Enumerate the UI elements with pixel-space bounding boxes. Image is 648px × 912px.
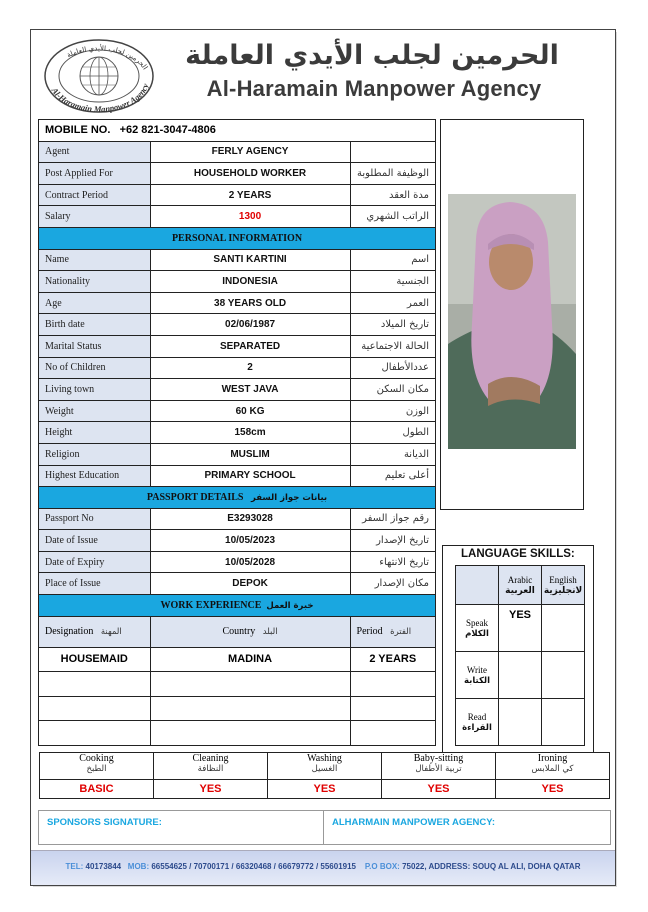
field-label-arabic: تاريخ الإصدار (350, 530, 435, 552)
agency-logo (43, 38, 155, 114)
section-passport (39, 487, 436, 509)
work-row (39, 721, 436, 746)
skill-label: Cleaning النظافة (154, 753, 268, 780)
language-skills (442, 545, 594, 767)
header-country: Country البلد (150, 616, 350, 647)
work-row (39, 696, 436, 721)
language-table (455, 565, 585, 746)
field-value: HOUSEHOLD WORKER (150, 163, 350, 185)
field-value: MUSLIM (150, 443, 350, 465)
skill-value: YES (268, 780, 382, 799)
field-value: 158cm (150, 422, 350, 444)
field-label-arabic: الطول (350, 422, 435, 444)
work-cell (350, 672, 435, 697)
header-designation: Designation المهنة (39, 616, 151, 647)
personal-row (39, 443, 436, 465)
field-label-arabic: رقم جواز السفر (350, 508, 435, 530)
field-value: DEPOK (150, 573, 350, 595)
sponsor-signature: SPONSORS SIGNATURE: (39, 811, 324, 844)
field-label: Place of Issue (39, 573, 151, 595)
mobile-value: +62 821-3047-4806 (119, 124, 216, 137)
field-label: Salary (39, 206, 151, 228)
cv-sheet (30, 29, 616, 886)
work-cell (39, 696, 151, 721)
work-cell: MADINA (150, 647, 350, 672)
signature-area (38, 810, 611, 845)
agency-name-arabic: الحرمين لجلب الأيدي العاملة (185, 40, 559, 71)
work-cell (150, 721, 350, 746)
field-label-arabic: الديانة (350, 443, 435, 465)
personal-row (39, 335, 436, 357)
field-value: E3293028 (150, 508, 350, 530)
language-skill-label: Speak الكلام (456, 605, 499, 652)
rows1-row (39, 141, 436, 163)
contact-line: TEL: 40173844 MOB: 66554625 / 70700171 / 66320468 / 66679772 / 55601915 P.O BOX: 75022, ADDRESS: SOUQ AL ALI, DOHA QATAR (65, 862, 581, 871)
field-label: Date of Expiry (39, 551, 151, 573)
field-label-arabic: الوظيفة المطلوبة (350, 163, 435, 185)
field-label: Living town (39, 379, 151, 401)
field-label: Birth date (39, 314, 151, 336)
personal-row (39, 292, 436, 314)
field-label-arabic: عددالأطفال (350, 357, 435, 379)
work-cell (150, 696, 350, 721)
language-english-value (542, 605, 585, 652)
field-label: Name (39, 249, 151, 271)
work-cell (350, 721, 435, 746)
applicant-photo (448, 194, 576, 449)
personal-row (39, 465, 436, 487)
field-value: 02/06/1987 (150, 314, 350, 336)
language-row (456, 699, 585, 746)
language-english-value (542, 652, 585, 699)
skill-label: Cooking الطبخ (40, 753, 154, 780)
field-label-arabic: أعلى تعليم (350, 465, 435, 487)
mobile-row (39, 120, 436, 142)
field-label: Nationality (39, 271, 151, 293)
skill-value: YES (382, 780, 496, 799)
section-title: PASSPORT DETAILS (146, 491, 244, 503)
field-label: Date of Issue (39, 530, 151, 552)
section-title-arabic: بيانات جواز السفر (251, 492, 328, 503)
personal-row (39, 379, 436, 401)
personal-row (39, 400, 436, 422)
work-cell (150, 672, 350, 697)
personal-row (39, 314, 436, 336)
field-value: SEPARATED (150, 335, 350, 357)
footer (31, 850, 615, 885)
rows1-row (39, 206, 436, 228)
work-row (39, 672, 436, 697)
field-value: WEST JAVA (150, 379, 350, 401)
work-cell (39, 672, 151, 697)
field-label: Height (39, 422, 151, 444)
passport-row (39, 551, 436, 573)
language-col-english: English لانجليزية (542, 566, 585, 605)
field-label: Highest Education (39, 465, 151, 487)
language-english-value (542, 699, 585, 746)
agency-name-english: Al-Haramain Manpower Agency (206, 76, 542, 101)
skills-table (39, 752, 610, 799)
svg-text:الحرمين لجلب الأيدي العاملة: الحرمين لجلب الأيدي العاملة (65, 44, 150, 72)
skill-value: YES (496, 780, 610, 799)
work-cell: HOUSEMAID (39, 647, 151, 672)
field-value: 2 (150, 357, 350, 379)
work-header-row (39, 616, 436, 647)
field-label-arabic: تاريخ الميلاد (350, 314, 435, 336)
field-value: 1300 (150, 206, 350, 228)
field-label-arabic: مدة العقد (350, 184, 435, 206)
skill-value: YES (154, 780, 268, 799)
field-label: Passport No (39, 508, 151, 530)
section-personal (39, 227, 436, 249)
rows1-row (39, 184, 436, 206)
field-label: Post Applied For (39, 163, 151, 185)
field-label: Marital Status (39, 335, 151, 357)
field-label: Age (39, 292, 151, 314)
mobile-label: MOBILE NO. (45, 124, 111, 137)
work-cell: 2 YEARS (350, 647, 435, 672)
field-value: INDONESIA (150, 271, 350, 293)
work-cell (350, 696, 435, 721)
field-label-arabic: الحالة الاجتماعية (350, 335, 435, 357)
field-value: SANTI KARTINI (150, 249, 350, 271)
section-title: WORK EXPERIENCE (160, 599, 262, 611)
work-row (39, 647, 436, 672)
field-label: Agent (39, 141, 151, 163)
field-value: FERLY AGENCY (150, 141, 350, 163)
section-title-arabic: خبرة العمل (266, 600, 314, 611)
personal-row (39, 357, 436, 379)
field-label: Religion (39, 443, 151, 465)
field-value: 10/05/2023 (150, 530, 350, 552)
skill-label: Ironing كي الملابس (496, 753, 610, 780)
personal-row (39, 422, 436, 444)
language-title: LANGUAGE SKILLS: (461, 548, 575, 560)
field-label-arabic: الراتب الشهري (350, 206, 435, 228)
photo-frame (440, 119, 584, 510)
skill-value: BASIC (40, 780, 154, 799)
language-col-arabic: Arabic العربية (499, 566, 542, 605)
field-value: 10/05/2028 (150, 551, 350, 573)
skill-label: Baby-sitting تربية الأطفال (382, 753, 496, 780)
rows1-row (39, 163, 436, 185)
field-label: Weight (39, 400, 151, 422)
language-corner (456, 566, 499, 605)
field-label-arabic: مكان السكن (350, 379, 435, 401)
work-cell (39, 721, 151, 746)
language-arabic-value (499, 699, 542, 746)
passport-row (39, 508, 436, 530)
language-row (456, 652, 585, 699)
header-period: Period الفترة (350, 616, 435, 647)
field-label-arabic: مكان الإصدار (350, 573, 435, 595)
field-label-arabic: اسم (350, 249, 435, 271)
agency-signature: ALHARMAIN MANPOWER AGENCY: (332, 817, 496, 828)
language-arabic-value (499, 652, 542, 699)
field-value: 2 YEARS (150, 184, 350, 206)
personal-row (39, 249, 436, 271)
section-title: PERSONAL INFORMATION (39, 227, 436, 249)
field-label: Contract Period (39, 184, 151, 206)
field-value: 60 KG (150, 400, 350, 422)
section-work (39, 595, 436, 617)
field-value: 38 YEARS OLD (150, 292, 350, 314)
personal-row (39, 271, 436, 293)
passport-row (39, 530, 436, 552)
language-row (456, 605, 585, 652)
language-skill-label: Write الكتابة (456, 652, 499, 699)
svg-text:Al-Haramain Manpower Agency: Al-Haramain Manpower Agency (49, 82, 151, 114)
field-label-arabic: الجنسية (350, 271, 435, 293)
field-label: No of Children (39, 357, 151, 379)
field-label-arabic: الوزن (350, 400, 435, 422)
field-label-arabic: العمر (350, 292, 435, 314)
passport-row (39, 573, 436, 595)
language-skill-label: Read القراءة (456, 699, 499, 746)
field-value: PRIMARY SCHOOL (150, 465, 350, 487)
details-table (38, 119, 436, 746)
field-label-arabic: تاريخ الانتهاء (350, 551, 435, 573)
skill-label: Washing الغسيل (268, 753, 382, 780)
language-arabic-value: YES (499, 605, 542, 652)
header (31, 30, 615, 120)
field-label-arabic (350, 141, 435, 163)
